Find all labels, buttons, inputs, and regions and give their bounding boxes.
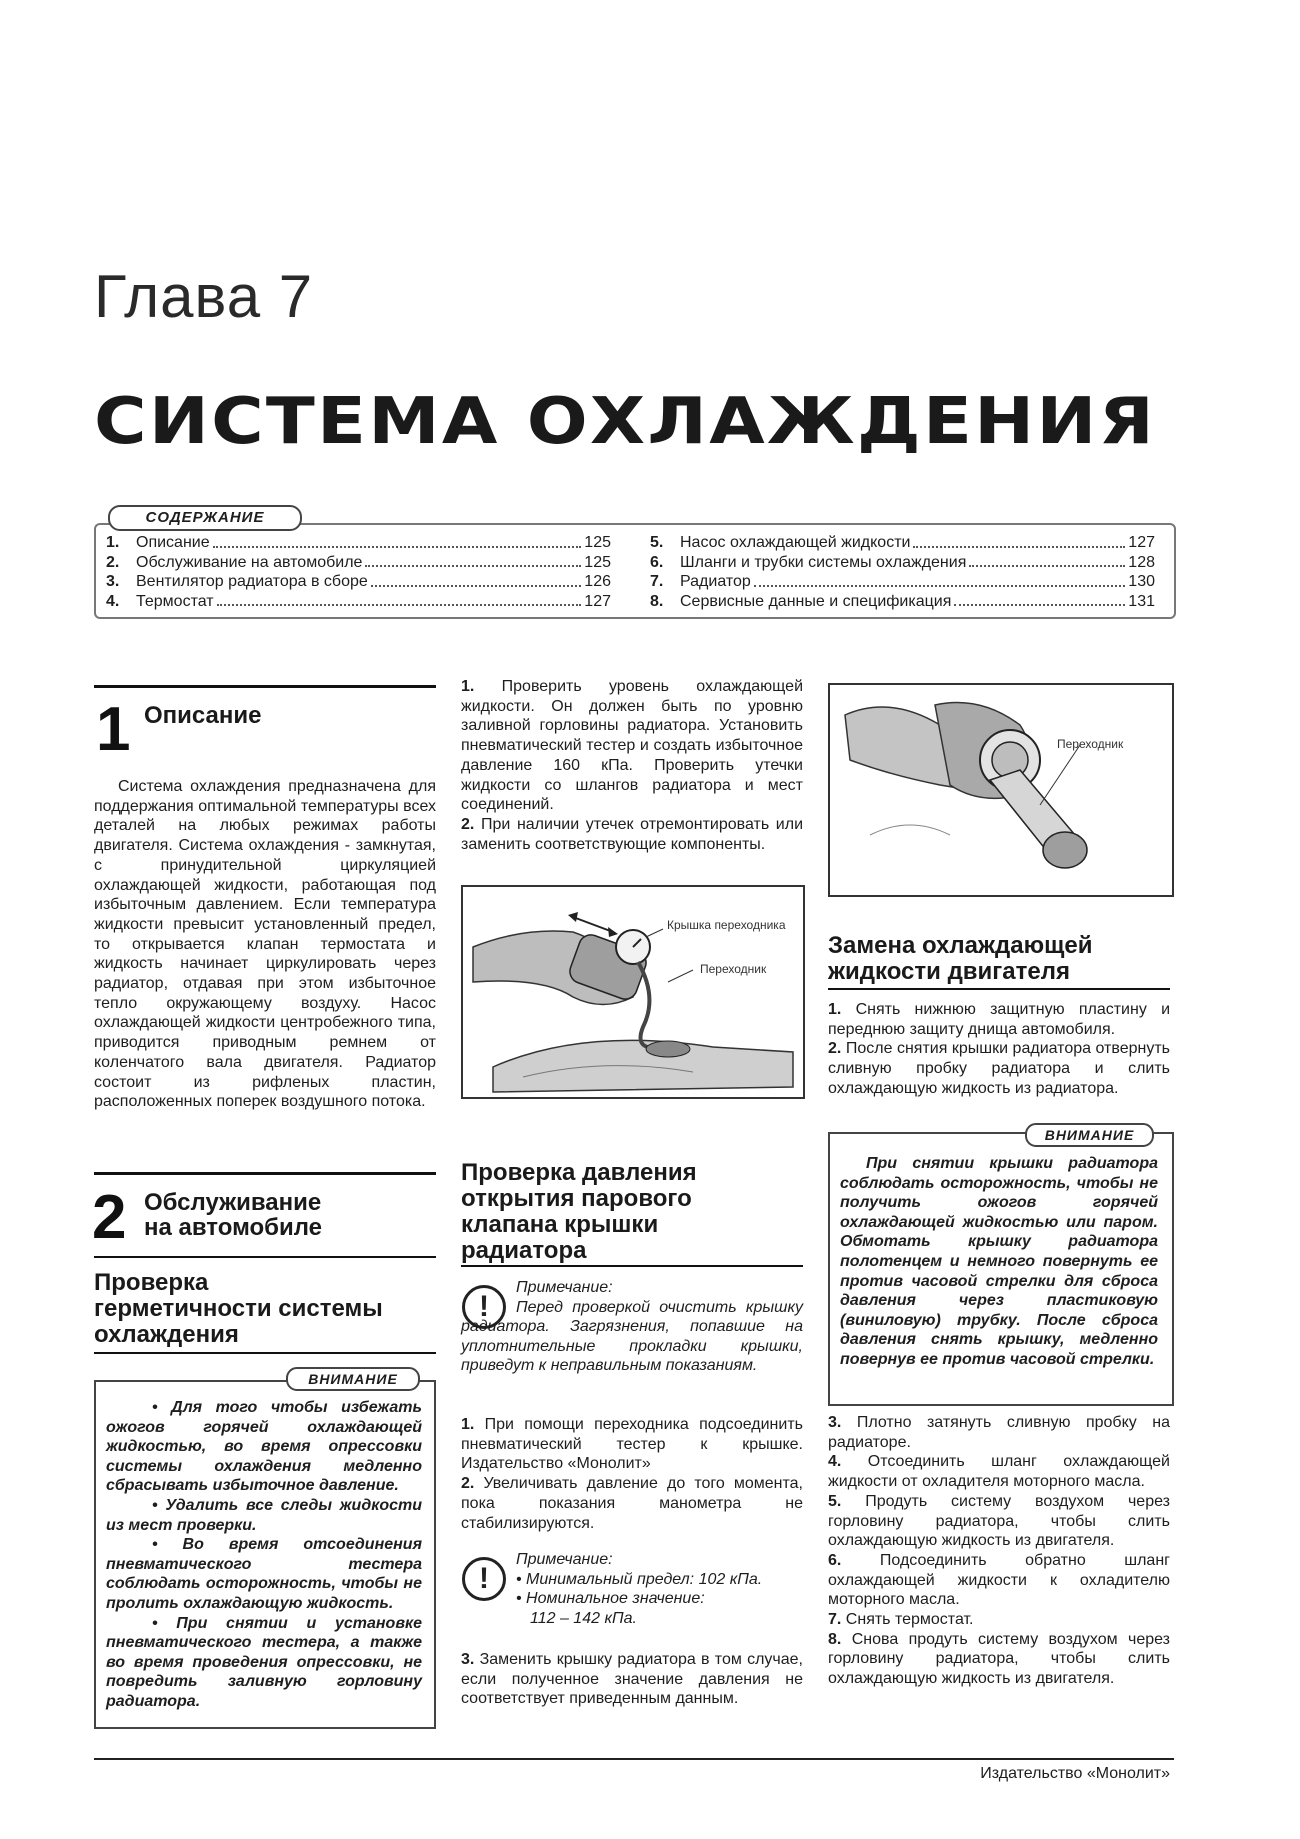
toc-item[interactable]: 3. Вентилятор радиатора в сборе 126 <box>106 573 611 590</box>
section-rule <box>94 1352 436 1354</box>
section-title: Описание <box>144 702 262 729</box>
page-title: СИСТЕМА ОХЛАЖДЕНИЯ <box>94 385 1157 459</box>
toc-item[interactable]: 8. Сервисные данные и спецификация 131 <box>650 592 1155 610</box>
section-rule <box>94 685 436 688</box>
figure-label: Крышка переходника <box>667 918 786 932</box>
coolant-steps: 1. Снять нижнюю защитную пластину и переднюю защиту днища автомобиля. 2. После снятия крышки радиатора отвернуть сливную пробку радиатора и слить охлаждающую жидкость из радиатора. <box>828 1001 1171 1097</box>
replace-cap-step: 3. Заменить крышку радиатора в том случае, если полученное значение давления не соответствует приведенным данным. <box>461 1651 803 1708</box>
toc-column-left <box>106 533 611 611</box>
note-text: Примечание: • Минимальный предел: 102 кПа. • Номинальное значение: 112 – 142 кПа. <box>516 1551 763 1627</box>
chapter-heading: Глава 7 <box>94 263 314 330</box>
subsection-title: Проверка давления открытия парового клапана крышки радиатора <box>461 1159 697 1264</box>
exclamation-icon: ! <box>462 1285 506 1329</box>
section-rule <box>828 988 1170 990</box>
pressure-steps: 1. При помощи переходника подсоединить пневматический тестер к крышке. Издательство «Монолит» 2. Увеличивать давление до того момента, пока показания манометра не стабилизируются. <box>461 1416 804 1532</box>
toc-item[interactable]: 7. Радиатор 130 <box>650 573 1155 590</box>
publisher-footer: Издательство «Монолит» <box>980 1765 1170 1782</box>
subsection-title: Замена охлаждающей жидкости двигателя <box>828 932 1093 985</box>
description-text: Система охлаждения предназначена для поддержания оптимальной температуры всех деталей на любых режимах работы двигателя. Система охлаждения - замкнутая, с принудительной циркуляцией охлаждающей жидкости, работающая под избыточным давлением. Если температура жидкости превысит установленный предел, то открывается клапан термостата и жидкость начинает циркулировать через радиатор, отдавая при этом избыточное тепло окружающему воздуху. Насос охлаждающей жидкости центробежного типа, приводится приводным ремнем от коленчатого вала двигателя. Радиатор состоит из рифленых пластин, расположенных поперек воздушного потока. <box>94 778 436 1111</box>
warning-text: При снятии крышки радиатора соблюдать осторожность, чтобы не получить ожогов горячей охлаждающей жидкостью или паром. Обмотать крышку радиатора полотенцем и немного повернуть ее против часовой стрелки для сброса давления через пластиковую (виниловую) трубку. После сброса давления снять крышку, медленно повернув ее против часовой стрелки. <box>840 1155 1158 1368</box>
subsection-title: Проверка герметичности системы охлаждения <box>94 1269 383 1348</box>
figure-adapter <box>828 683 1174 897</box>
toc-item[interactable]: 2. Обслуживание на автомобиле 125 <box>106 553 611 571</box>
section-title: Обслуживание на автомобиле <box>144 1189 323 1241</box>
toc-item[interactable]: 5. Насос охлаждающей жидкости 127 <box>650 534 1155 551</box>
section-number: 1 <box>96 695 131 764</box>
figure-label: Переходник <box>1057 737 1124 751</box>
check-steps: 1. Проверить уровень охлаждающей жидкости. Он должен быть по уровню заливной горловины радиатора. Установить пневматический тестер и создать избыточное давление 160 кПа. Проверить утечки жидкости со шлангов радиатора и мест соединений. 2. При наличии утечек отремонтировать или заменить соответствующие компоненты. <box>461 678 804 853</box>
toc-item[interactable]: 4. Термостат 127 <box>106 592 611 610</box>
section-rule <box>94 1172 436 1175</box>
footer-rule <box>94 1758 1174 1760</box>
warning-text: • Для того чтобы избежать ожогов горячей охлаждающей жидкостью, во время опрессовки системы охлаждения медленно сбрасывать избыточное давление. • Удалить все следы жидкости из мест проверки. • Во время отсоединения пневматического тестера соблюдать осторожность, чтобы не пролить охлаждающую жидкость. • При снятии и установке пневматического тестера, а также во время проведения опрессовки, не повредить заливную горловину радиатора. <box>106 1399 422 1710</box>
section-number: 2 <box>92 1183 127 1252</box>
toc-item[interactable]: 6. Шланги и трубки системы охлаждения 128 <box>650 553 1155 571</box>
note-text: Примечание: Перед проверкой очистить крышку радиатора. Загрязнения, попавшие на уплотнительные прокладки крышки, приведут к неправильным показаниям. <box>461 1279 803 1374</box>
toc-label: СОДЕРЖАНИЕ <box>108 505 302 531</box>
figure-label: Переходник <box>700 962 767 976</box>
warning-label: ВНИМАНИЕ <box>286 1367 420 1391</box>
toc-item[interactable]: 1. Описание 125 <box>106 534 611 551</box>
coolant-steps-continued: 3. Плотно затянуть сливную пробку на радиаторе. 4. Отсоединить шланг охлаждающей жидкости от охладителя моторного масла. 5. Продуть систему воздухом через горловину радиатора, чтобы слить охлаждающую жидкость из двигателя. 6. Подсоединить обратно шланг охлаждающей жидкости к охладителю моторного масла. 7. Снять термостат. 8. Снова продуть систему воздухом через горловину радиатора, чтобы слить охлаждающую жидкость из двигателя. <box>828 1414 1170 1688</box>
exclamation-icon: ! <box>462 1557 506 1601</box>
toc-column-right <box>650 533 1155 611</box>
section-rule <box>461 1265 803 1267</box>
section-rule <box>94 1256 436 1258</box>
adapter-illustration <box>830 685 1172 895</box>
warning-label: ВНИМАНИЕ <box>1025 1123 1154 1147</box>
